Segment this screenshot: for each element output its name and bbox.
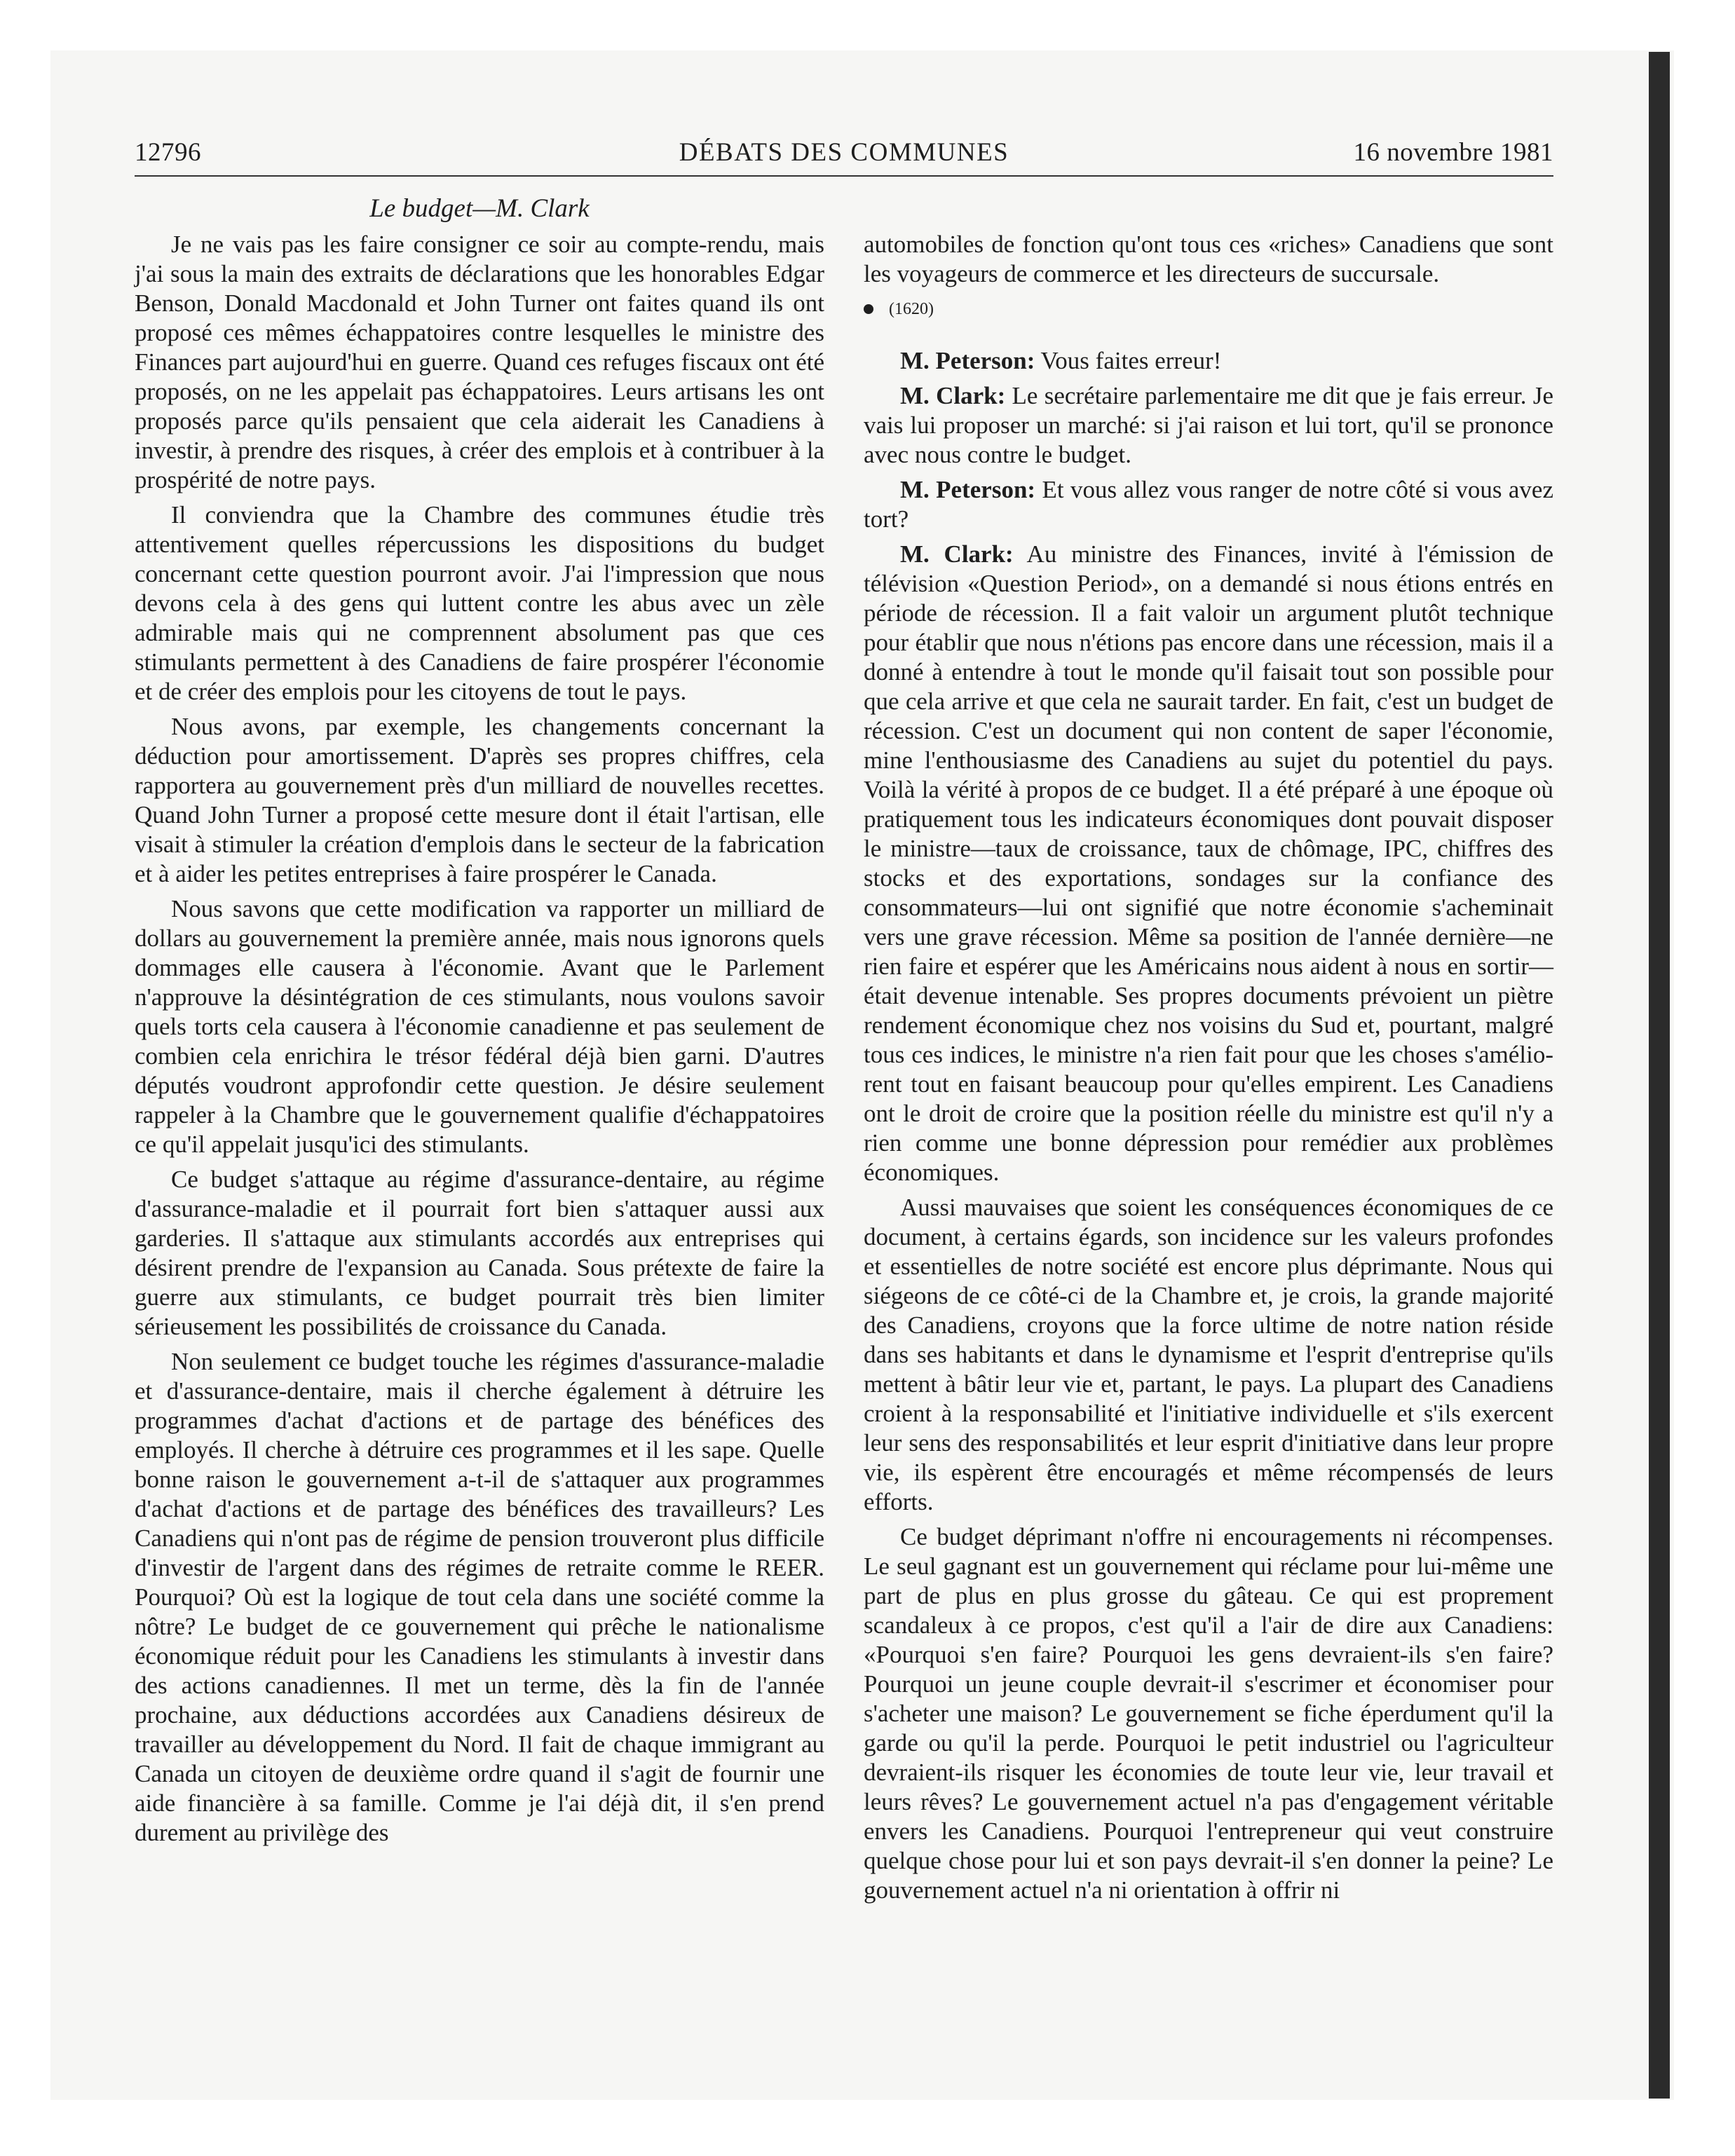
page-header [135,137,1553,177]
time-marker [864,299,1553,320]
paragraph: Je ne vais pas les faire consigner ce soir au compte-rendu, mais j'ai sous la main des extraits de déclarations que les honorables Edgar Benson, Donald Macdonald et John Turner ont faites quand ils ont proposé ces mêmes échappatoires contre lesquelles le ministre des Finances part aujourd'hui en guerre. Quand ces refuges fiscaux ont été proposés, on ne les appelait pas échappatoires. Leurs artisans les ont proposés parce qu'ils pensaient que cela aiderait les Canadiens à investir, à prendre des risques, à créer des emplois et à contribuer à la prospérité de notre pays. [135,231,824,493]
paragraph: Aussi mauvaises que soient les conséquences économiques de ce document, à certains égards, son incidence sur les valeurs profondes et essentielles de notre société est encore plus déprimante. Nous qui siégeons de ce côté-ci de la Chambre et, je crois, la grande majorité des Canadiens, croyons que la force ultime de notre nation réside dans ses habitants et dans le dynamisme et l'esprit d'entreprise qu'ils mettent à bâtir leur vie et, partant, le pays. La plupart des Canadiens croient à la responsabilité et l'initiative individuelle et s'ils exercent leur sens des responsabilités et leur esprit d'initiative dans leur propre vie, ils espèrent être encouragés et même récompensés de leurs efforts. [864,1194,1553,1515]
page-number: 12796 [135,138,201,167]
left-column [135,230,824,1853]
paragraph: Ce budget déprimant n'offre ni encouragements ni récompenses. Le seul gagnant est un gouvernement qui réclame pour lui-même une part de plus en plus grosse du gâteau. Ce qui est proprement scandaleux à ce propos, c'est qu'il a l'air de dire aux Canadiens: «Pourquoi s'en faire? Pourquoi les gens devraient-ils s'en faire? Pourquoi un jeune couple devrait-il s'escrimer et économiser pour s'acheter une maison? Le gouvernement se fiche éperdument qu'il la garde ou qu'il la perde. Pourquoi le petit industriel ou l'agriculteur devraient-ils risquer les économies de toute leur vie, leur travail et leurs rêves? Le gouvernement actuel n'a pas d'engagement véritable envers les Canadiens. Pourquoi l'entrepreneur qui veut construire quelque chose pour lui et son pays devrait-il s'en donner la peine? Le gouvernement actuel n'a ni orientation à offrir ni [864,1523,1553,1904]
publication-title: DÉBATS DES COMMUNES [679,138,1009,167]
bullet-icon [864,304,873,314]
speech-text: Au ministre des Finances, invité à l'émission de télévision «Question Period», on a demandé si nous étions entrés en période de récession. Il a fait valoir un argument plutôt technique pour établir que nous n'étions pas encore dans une récession, mais il a donné à entendre à tout le monde qu'il faisait tout son possible pour que cela arrive et que cela ne saurait tarder. En fait, c'est un budget de récession. C'est un document qui non content de saper l'économie, mine l'enthousiasme des Canadiens au sujet du potentiel du pays. Voilà la vérité à propos de ce budget. Il a été préparé à une époque où pratiquement tous les indicateurs économiques dont pouvait disposer le ministre—taux de croissance, taux de chômage, IPC, chiffres des stocks et des exportations, sondages sur la confiance des consommateurs—lui ont signifié que notre économie s'acheminait vers une grave récession. Même sa position de l'année dernière—ne rien faire et espérer que les Américains nous aident à nous en sortir—était devenue intenable. Ses propres documents prévoient un piètre rendement économique chez nos voisins du Sud et, pourtant, malgré tous ces indices, le ministre n'a rien fait pour que les choses s'améliorent tout en faisant beaucoup pour qu'elles empirent. Les Canadiens ont le droit de croire que la position réelle du ministre est qu'il n'y a rien comme une bonne dépression pour remédier aux problèmes économiques. [864,540,1553,1186]
paragraph: Il conviendra que la Chambre des communes étudie très attentivement quelles répercussions les dispositions du budget concernant cette question pourront avoir. J'ai l'impression que nous devons cela à des gens qui luttent contre les abus avec un zèle admirable mais qui ne comprennent absolument pas que ces stimulants permettent à des Canadiens de faire prospérer l'économie et de créer des emplois pour les citoyens de tout le pays. [135,501,824,705]
sitting-date: 16 novembre 1981 [1353,138,1553,167]
time-marker-label: (1620) [889,300,934,318]
paragraph: Non seulement ce budget touche les régimes d'assurance-maladie et d'assurance-dentaire, mais il cherche également à détruire les programmes d'achat d'actions et de partage des bénéfices des employés. Il cherche à détruire ces programmes et il les sape. Quelle bonne raison le gouvernement a-t-il de s'attaquer aux programmes d'achat d'actions et de partage des bénéfices des travailleurs? Les Canadiens qui n'ont pas de régime de pension trouveront plus difficile d'investir de l'argent dans des régimes de retraite comme le REER. Pourquoi? Où est la logique de tout cela dans une société comme la nôtre? Le budget de ce gouvernement qui prêche le nationalisme économique réduit pour les Canadiens les stimulants à investir dans des actions canadiennes. Il met un terme, dès la fin de l'année prochaine, aux déductions accordées aux Canadiens désireux de travailler au développement du Nord. Il fait de chaque immigrant au Canada un citoyen de deuxième ordre quand il s'agit de fournir une aide financière à sa famille. Comme je l'ai déjà dit, il s'en prend durement au privilège des [135,1348,824,1846]
paragraph: Nous savons que cette modification va rapporter un milliard de dollars au gouvernement la première année, mais nous ignorons quels dommages elle causera à l'économie. Avant que le Parlement n'approuve la désintégration de ces stimulants, nous voulons savoir quels torts cela causera à l'économie canadienne et pas seulement de combien cela enrichira le trésor fédéral déjà bien garni. D'autres députés voudront approfondir cette question. Je désire seulement rappeler à la Chambre que le gouvernement qualifie d'échappatoires ce qu'il appelait jusqu'ici des stimulants. [135,895,824,1158]
continued-paragraph: automobiles de fonction qu'ont tous ces «riches» Canadiens que sont les voyageurs de commerce et les directeurs de succursale. [864,231,1553,287]
right-column [864,230,1553,1911]
paragraph: Ce budget s'attaque au régime d'assurance-dentaire, au régime d'assurance-maladie et il pourrait fort bien s'attaquer aussi aux garderies. Il s'attaque aux stimulants accordés aux entreprises qui désirent prendre de l'expansion au Canada. Sous prétexte de faire la guerre aux stimulants, ce budget pourrait très bien limiter sérieusement les possibilités de croissance du Canada. [135,1166,824,1340]
speaker-name: M. Peterson: [900,347,1035,374]
speaker-name: M. Clark: [900,540,1014,568]
speech-paragraph [864,475,1553,534]
running-head: Le budget—M. Clark [369,194,590,223]
speech-paragraph [864,540,1553,1187]
speech-paragraph [864,381,1553,470]
speaker-name: M. Peterson: [900,476,1036,503]
speech-text: Et vous allez vous ranger de notre côté si vous avez tort? [864,476,1553,533]
scan-edge-shadow [1649,52,1670,2099]
paragraph: Nous avons, par exemple, les changements concernant la déduction pour amortissement. D'après ses propres chiffres, cela rapportera au gouvernement près d'un milliard de nouvelles recettes. Quand John Turner a proposé cette mesure dont il était l'artisan, elle visait à stimuler la création d'emplois dans le secteur de la fabrication et à aider les petites entreprises à faire prospérer le Canada. [135,713,824,887]
speech-text: Vous faites erreur! [1035,347,1222,374]
speech-text: Le secrétaire parlementaire me dit que je fais erreur. Je vais lui proposer un marché: si j'ai raison et lui tort, qu'il se prononce avec nous contre le budget. [864,382,1553,468]
speaker-name: M. Clark: [900,382,1006,409]
speech-paragraph [864,346,1553,376]
